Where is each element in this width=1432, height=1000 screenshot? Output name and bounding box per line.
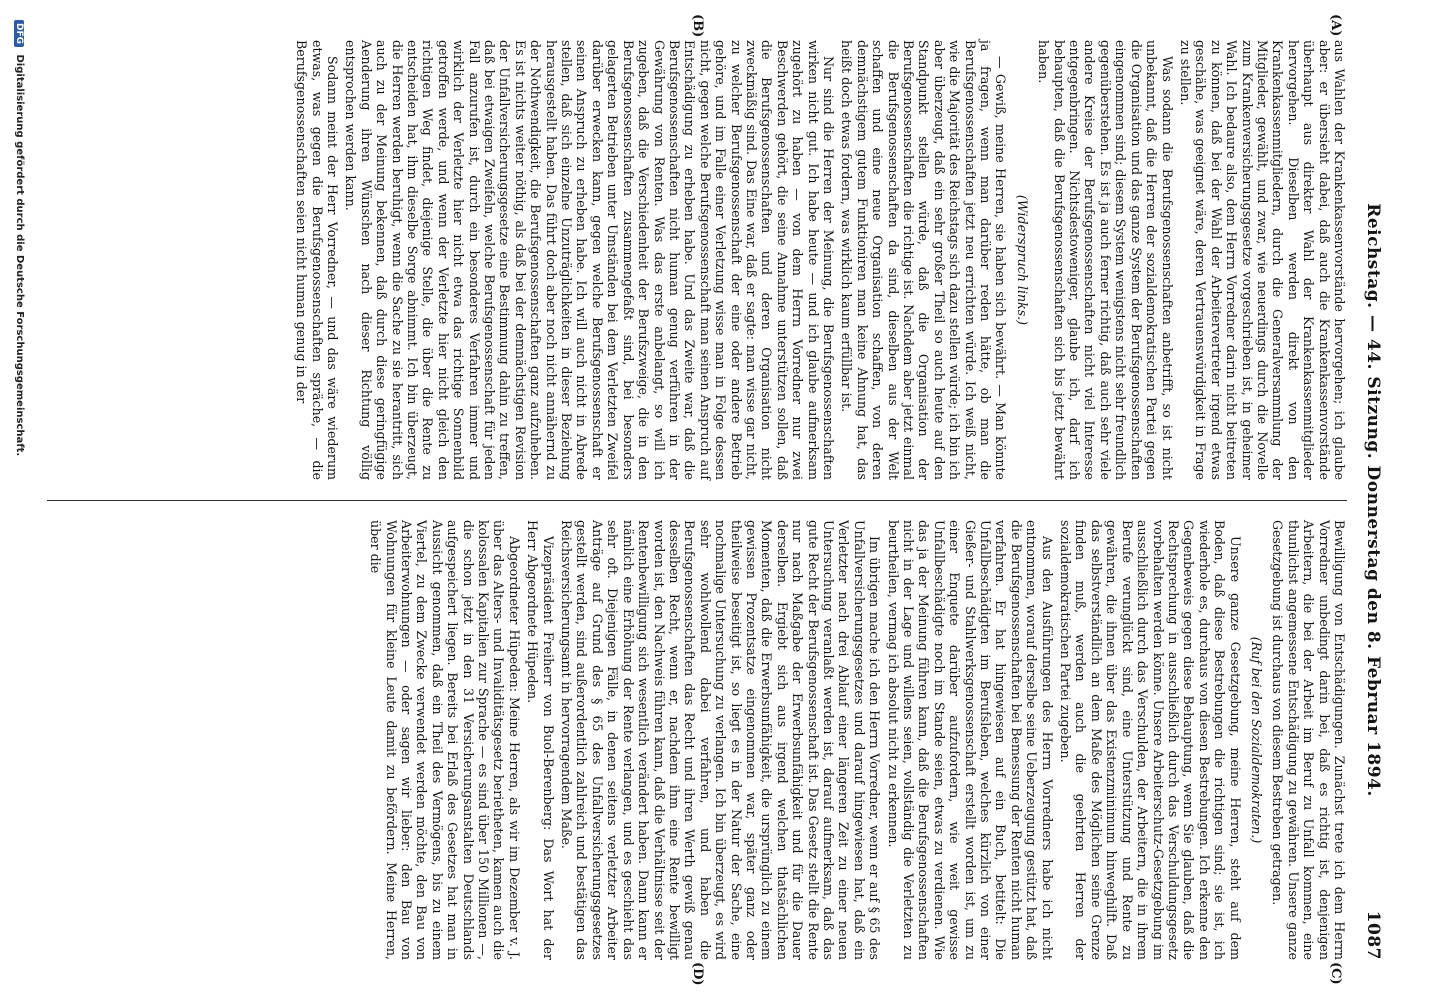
running-header — [1353, 40, 1383, 960]
paragraph: Unsere ganze Gesetzgebung, meine Herren, steht auf dem Boden, daß diese Bestrebungen die richtigen sind; sie ist, ich wiederhole es, durchaus von diesen Bestrebungen. Ich erkenne den Gegenbeweis gegen diese Behauptung, wenn Sie glauben, daß die Rechtsprechung in ausschließlich durch das Verschuldungsgesetz vorbehalten werden könne. Unsere Arbeiterschutz-Gesetzgebung im ausschließlich durch das Verschulden, der Arbeitern, die in ihrem Berufe verunglückt sind, eine Unterstützung und Rente zu gewähren, die ihnen über das Existenzminimum hinweghilft. Daß das selbstverständlich an dem Maße des Möglichen seine Grenze finden muß, werden auch die geehrten Herren der sozialdemokratischen Partei zugeben. — [1058, 520, 1243, 960]
interjection: (Ruf bei den Sozialdemokraten.) — [1248, 636, 1264, 844]
column-divider — [47, 500, 1347, 501]
margin-mark-c: (C) — [1328, 962, 1343, 985]
paragraph: Aus den Ausführungen des Herrn Vorredners habe ich nicht entnommen, worauf derselbe seine Ueberzeugung gestützt hat, daß die Berufsgenossenschaften bei Bemessung der Renten nicht human verfahren. Er hat hingewiesen auf ein Buch, betitelt: Die Unfallbeschädigten im Berufsleben, welches kürzlich von einer Gießer- und Stahlwerksgenossenschaft erstellt worden ist, um zu einer Enquete darüber aufzufordern, wie weit gewisse Unfallbeschädigte noch im Stande seien, etwas zu verdienen. Wie das ja der Meinung führen kann, daß die Berufsgenossenschaften nicht in der Lage und willens seien, vollständig die Verletzten zu beurtheilen, vermag ich absolut nicht zu erkennen. — [885, 520, 1055, 960]
margin-mark-b: (B) — [690, 14, 705, 38]
speaker-paragraph: Abgeordneter Hüpeden: Meine Herren, als wir im Dezember v. J. über das Alters- und Invaliditätsgesetz berietheten, kamen auch die kolossalen Kapitalien zur Sprache — es sind über 150 Millionen —, die schon jetzt in den 31 Versicherungsanstalten Deutschlands aufgespeichert liegen. Bereits bei Erlaß des Gesetzes hat man in Aussicht genommen, daß ein Theil des Vermögens, bis zu einem Viertel, zu dem Zwecke verwendet werden möchte, den Bau von Arbeiterwohnungen — oder sagen wir lieber: den Bau von Wohnungen für kleine Leute damit zu befördern. Meine Herren, über die — [368, 520, 522, 960]
dfg-logo: DFG — [14, 20, 24, 47]
margin-mark-d: (D) — [690, 962, 705, 986]
paragraph: Nur sind die Herren der Meinung, die Berufsgenossenschaften wirken nicht gut. Ich habe heute — und ich glaube aufmerksam zugehört zu haben — von dem Herrn Vorredner nur zwei Beschwerden gehört, die seine Annahme unterstützen sollen, daß die Berufsgenossenschaften und deren Organisation nicht zweckmäßig sind. Das Eine war, daß er sagte: man wisse gar nicht, zu welcher Berufsgenossenschaft der eine oder andere Betrieb gehöre, und im Falle einer Verletzung wisse man in Folge dessen nicht, gegen welche Berufsgenossenschaft man seinen Anspruch auf Entschädigung zu erheben habe. Und das Zweite war, daß die Berufsgenossenschaften nicht human genug verführen in der Gewährung von Renten. Was das erste anbelangt, so will ich zugeben, daß die Verschiedenheit der Berufszweige, die in den Berufsgenossenschaften zusammengefaßt sind, bei besonders gelagerten Betrieben unter Umständen bei dem Verletzten Zweifel darüber erwecken kann, gegen welche Berufsgenossenschaft er seinen Anspruch zu erheben habe. Ich will auch nicht in Abrede stellen, daß sich einzelne Unzuträglichkeiten in dieser Beziehung herausgestellt haben. Das führt doch aber noch nicht annähernd zu der Nothwendigkeit, die Berufsgenossenschaften ganz aufzuheben. Es ist nichts weiter nöthig, als daß bei der demnächstigen Revision der Unfallversicherungsgesetze eine Bestimmung dahin zu treffen, daß bei etwaigen Zweifeln, welche Berufsgenossenschaft für jeden Fall anzurufen ist, durch ein besonderes Verfahren immer und wirklich der Verletzte hier nicht etwa das richtige Sonnenbild getroffen werde, und wenn der Verletzte hier nicht gleich den richtigen Weg findet, diejenige Stelle, die über die Rente zu entscheiden hat, ihm dieselbe Sorge abnimmt. Ich bin überzeugt, die Herren werden beruhigt, wenn die Sache zu sie herantritt, sich auch zu der Meinung bekennen, daß durch diese geringfügige Aenderung ihren Wünschen nach dieser Richtung völlig entsprochen werden kann. — [343, 40, 836, 480]
paragraph: Bewilligung von Entschädigungen. Zunächst trete ich dem Herrn Vorredner unbedingt darin bei, daß es richtig ist, denjenigen Arbeitern, die bei der Arbeit im Beruf zu Unfall kommen, eine thunlichst angemessene Entschädigung zu gewähren. Unsere ganze Gesetzgebung ist durchaus von diesem Bestreben getragen. — [1270, 520, 1347, 960]
paragraph: Sodann meint der Herr Vorredner, — und das wäre wiederum etwas, was gegen die Berufsgenossenschaften spräche, — die Berufsgenossenschaften seien nicht human genug in der — [294, 40, 340, 480]
paragraph: — Gewiß, meine Herren, sie haben sich bewährt. — Man könnte ja fragen, wenn man darüber reden hätte, ob man die Berufsgenossenschaften jetzt neu errichten würde. Ich weiß nicht, wie die Majorität des Reichstags sich dazu stellen würde; ich bin ich aber überzeugt, daß ein sehr großer Theil so auch heute auf den Standpunkt stellen würde, daß die Organisation der Berufsgenossenschaften die richtige ist. Nachdem aber jetzt einmal die Berufsgenossenschaften da sind, dieselben aus der Welt schaffen und eine neue Organisation schaffen, von deren demnächstigem gutem Funktioniren man keine Ahnung hat, das heißt doch etwas fordern, was wirklich kaum erfüllbar ist. — [839, 40, 1009, 480]
credit-text: Digitalisierung gefördert durch die Deutsche Forschungsgemeinschaft. — [14, 54, 25, 457]
paragraph: aus Wahlen der Krankenkassenvorstände hervorgehen; ich glaube aber: er übersieht dabei, daß auch die Krankenkassenvorstände überhaupt aus direkter Wahl der Krankenkassenmitglieder hervorgehen. Dieselben werden direkt von den Krankenkassenmitgliedern, durch die Generalversammlung der Mitglieder, gewählt, und zwar, wie neuerdings durch die Novelle zum Krankenversicherungsgesetze vorgeschrieben ist, in geheimer Wahl. Ich bedaure also, dem Herrn Vorredner darin nicht beitreten zu können, daß bei der Wahl der Arbeitervertreter irgend etwas geschähe, was geeignet wäre, deren Vertrauenswürdigkeit in Frage zu stellen. — [1177, 40, 1347, 480]
running-title: Reichstag. — 44. Sitzung. Donnerstag den 8. Februar 1894. — [1363, 203, 1383, 797]
speaker-paragraph: Vizepräsident Freiherr von Buol-Berenberg: Das Wort hat der Herr Abgeordnete Hüpeden. — [525, 520, 556, 960]
margin-mark-a: (A) — [1328, 14, 1343, 37]
left-column — [291, 40, 1347, 480]
page-number: 1087 — [1363, 910, 1383, 960]
digitization-credit — [7, 20, 25, 980]
interjection: (Widerspruch links.) — [1014, 194, 1030, 326]
paragraph: Was sodann die Berufsgenossenschaften anbetrifft, so ist nicht unbekannt, daß die Herren der sozialdemokratischen Partei gegen die Organisation und das ganze System der Berufsgenossenschaften eingenommen sind; diesem System wenigstens nicht sehr freundlich gegenüberstehen. Es ist ja auch ferner richtig, daß auch sehr viele andere Kreise der Berufsgenossenschaften nicht viel Interesse entgegenbringen. Nichtsdestoweniger, glaube ich, darf ich behaupten, daß die Berufsgenossenschaften sich bis jetzt bewährt haben. — [1036, 40, 1175, 480]
right-column — [365, 520, 1347, 960]
paragraph: Im übrigen mache ich den Herrn Vorredner, wenn er auf § 65 des Unfallversicherungsgesetzes und darauf hingewiesen hat, daß ein Verletzter nach drei Ablauf einer längeren Zeit zu einer neuen Untersuchung veranlaßt werden ist, darauf aufmerksam, daß das gute Recht der Berufsgenossenschaft ist. Das Gesetz stellt die Rente nur nach Maßgabe der Erwerbsunfähigkeit und für die Dauer derselben. Ergiebt sich aus irgend welchen thatsächlichen Momenten, daß die Erwerbsunfähigkeit, die ursprünglich zu einem gewissen Prozentsatze eingenommen war, später ganz oder theilweise beseitigt ist, so liegt es in der Natur der Sache, eine nochmalige Untersuchung zu verlangen. Ich bin überzeugt, es wird sehr wohlwollend dabei verfahren, und haben die Berufsgenossenschaften das Recht und ihren Werth gewiß genau desselben Recht, wenn er, nachdem ihm eine Rente bewilligt worden ist, den Nachweis führen kann, daß die Verhältnisse seit der Rentenbewilligung sich wesentlich verändert haben. Dann kann er nämlich eine Erhöhung der Rente verlangen, und es geschieht das sehr oft. Diejenigen Fälle, in denen seitens verletzter Arbeiter Anträge auf Grund des § 65 des Unfallversicherungsgesetzes gestellt werden, sind außerordentlich zahlreich und bestätigen das Reichsversicherungsamt in hervorragendem Maße. — [559, 520, 883, 960]
